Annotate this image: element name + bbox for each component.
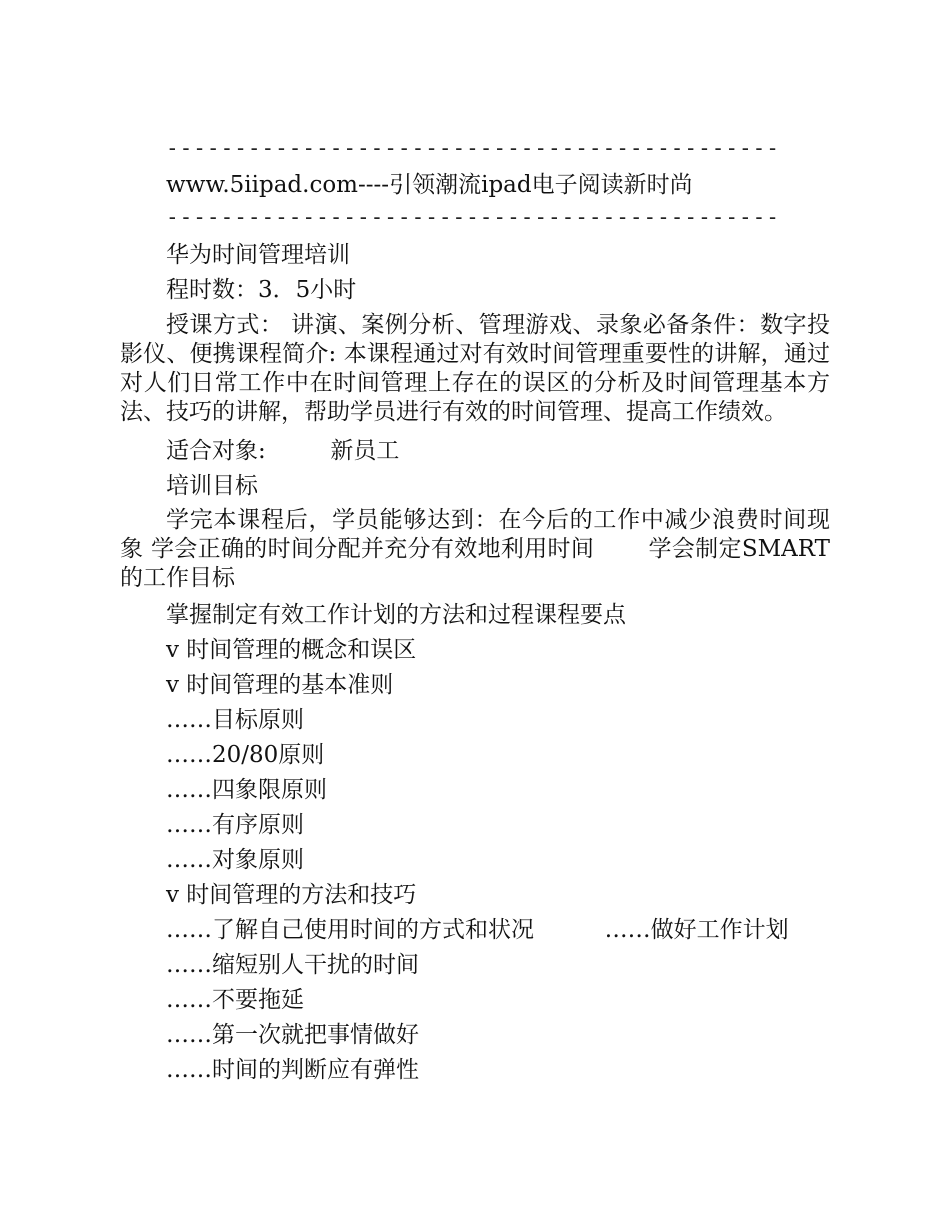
list-item: ……对象原则 bbox=[166, 847, 304, 873]
list-item: ……时间的判断应有弹性 bbox=[166, 1057, 419, 1083]
point-methods: v 时间管理的方法和技巧 bbox=[166, 882, 417, 908]
plan-line: 掌握制定有效工作计划的方法和过程课程要点 bbox=[166, 602, 626, 628]
course-hours: 程时数：3．5小时 bbox=[166, 277, 357, 303]
list-item: ……20/80原则 bbox=[166, 742, 325, 768]
audience-label: 适合对象: bbox=[166, 438, 266, 464]
rule-bottom: --------------------------------------------- bbox=[166, 205, 780, 229]
list-item: ……四象限原则 bbox=[166, 777, 327, 803]
document-title: 华为时间管理培训 bbox=[166, 242, 350, 268]
rule-top: --------------------------------------------- bbox=[166, 136, 780, 160]
audience-line bbox=[166, 436, 399, 466]
goals-paragraph: 学完本课程后，学员能够达到：在今后的工作中减少浪费时间现象 学会正确的时间分配并充分有效地利用时间 学会制定SMART的工作目标 bbox=[120, 507, 830, 591]
site-line: www.5iipad.com----引领潮流ipad电子阅读新时尚 bbox=[166, 172, 693, 198]
goals-heading: 培训目标 bbox=[166, 473, 258, 499]
list-item: ……有序原则 bbox=[166, 812, 304, 838]
list-item: ……不要拖延 bbox=[166, 987, 304, 1013]
list-item: ……做好工作计划 bbox=[604, 917, 789, 943]
list-item: ……目标原则 bbox=[166, 707, 304, 733]
point-principles: v 时间管理的基本准则 bbox=[166, 672, 394, 698]
list-item: ……第一次就把事情做好 bbox=[166, 1022, 419, 1048]
list-item: ……缩短别人干扰的时间 bbox=[166, 952, 419, 978]
point-concept: v 时间管理的概念和误区 bbox=[166, 637, 417, 663]
audience-value: 新员工 bbox=[330, 438, 400, 464]
method-item-pair bbox=[166, 915, 789, 945]
course-method-paragraph: 授课方式： 讲演、案例分析、管理游戏、录象必备条件：数字投影仪、便携课程简介: 本课程通过对有效时间管理重要性的讲解，通过对人们日常工作中在时间管理上存在的误区的分析及时间管理基本方法、技巧的讲解，帮助学员进行有效的时间管理、提高工作绩效。 bbox=[120, 312, 830, 425]
list-item: ……了解自己使用时间的方式和状况 bbox=[166, 917, 534, 943]
